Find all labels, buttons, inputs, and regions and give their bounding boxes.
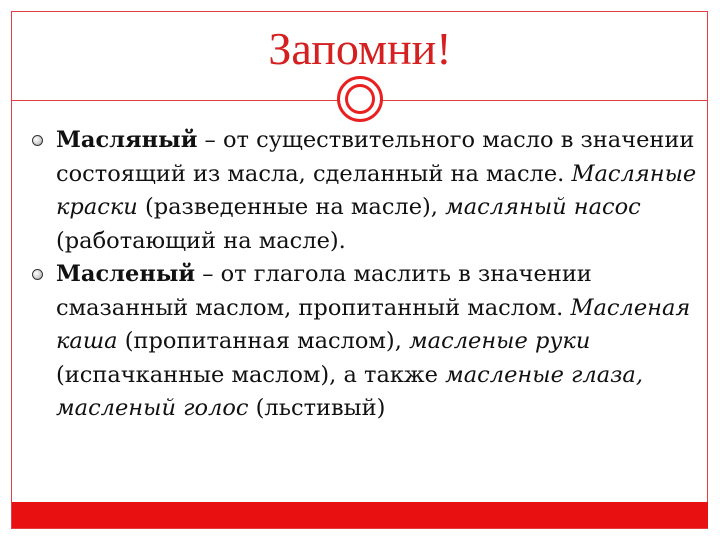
content-list bbox=[30, 124, 702, 426]
term-label: Масленый bbox=[56, 261, 196, 287]
example-phrase: Масляные краски bbox=[56, 160, 697, 220]
text-run: (разведенные на масле), bbox=[137, 194, 446, 220]
text-run: (работающий на масле). bbox=[56, 227, 346, 254]
text-run: – от глагола маслить в значении смазанный маслом, пропитанный маслом. bbox=[56, 261, 592, 321]
text-run: (пропитанная маслом), bbox=[117, 328, 410, 354]
text-run: – от существительного масло в значении состоящий из масла, сделанный на масле. bbox=[56, 127, 695, 187]
text-run: (испачканные маслом), а также bbox=[56, 361, 446, 388]
text-run: (льстивый) bbox=[248, 395, 386, 421]
list-item-maslenyj bbox=[30, 258, 702, 426]
example-phrase: масленые глаза, масленый голос bbox=[56, 361, 643, 421]
example-phrase: масленые руки bbox=[409, 328, 591, 354]
bullet-icon bbox=[32, 269, 43, 280]
slide-title: Запомни! bbox=[268, 23, 452, 74]
term-label: Масляный bbox=[56, 127, 198, 153]
title-divider-left bbox=[12, 100, 342, 101]
example-phrase: масляный насос bbox=[445, 194, 641, 220]
example-phrase: Масленая каша bbox=[56, 294, 691, 354]
list-item-masljany bbox=[30, 124, 702, 258]
ring-ornament-icon bbox=[337, 76, 383, 122]
bullet-icon bbox=[32, 135, 43, 146]
bottom-accent-bar bbox=[12, 502, 708, 528]
title-divider-right bbox=[382, 100, 708, 101]
